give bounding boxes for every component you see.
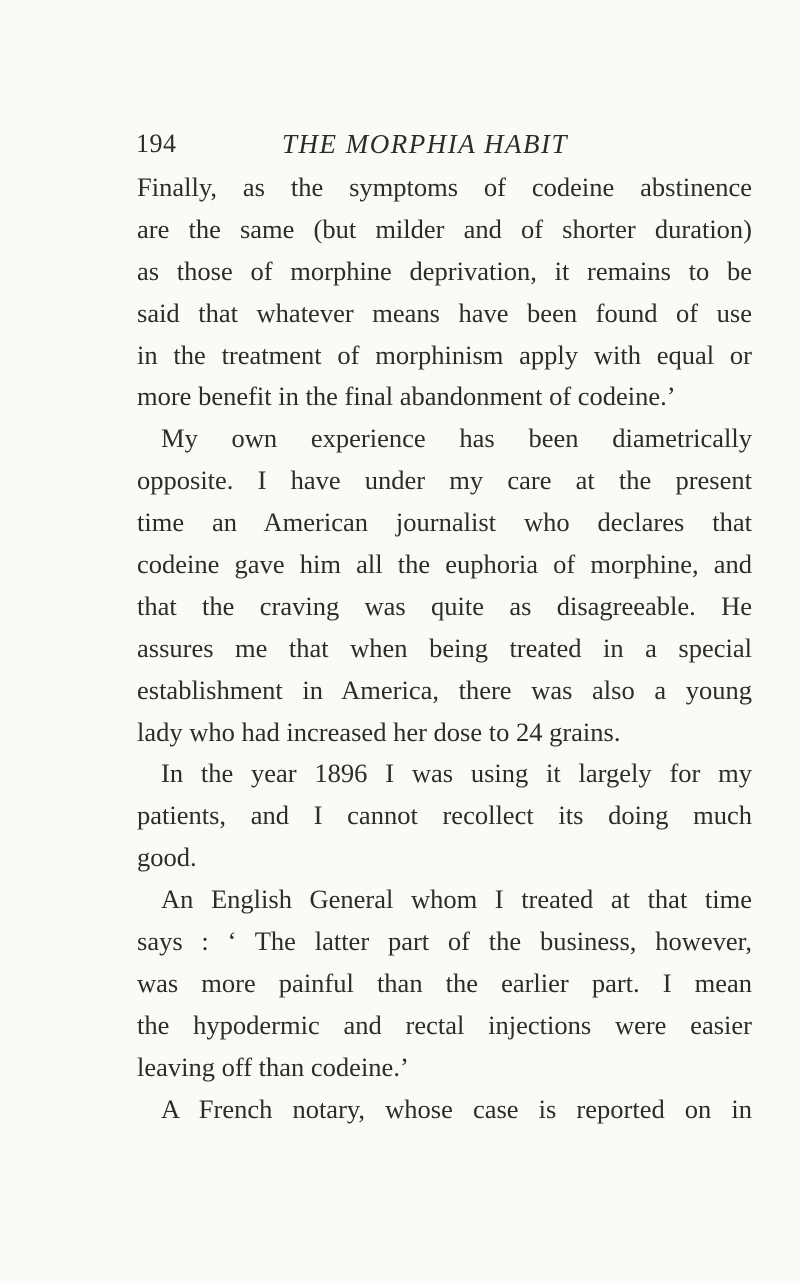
running-title: THE MORPHIA HABIT bbox=[282, 129, 568, 159]
text-line: more benefit in the final abandonment of codeine.’ bbox=[137, 381, 676, 412]
text-line: codeine gave him all the euphoria of morphine, and bbox=[137, 549, 752, 580]
text-line: in the treatment of morphinism apply with equal or bbox=[137, 339, 752, 370]
text-line: said that whatever means have been found of use bbox=[137, 297, 752, 328]
text-line: that the craving was quite as disagreeable. He bbox=[137, 590, 752, 621]
page-number: 194 bbox=[136, 129, 177, 158]
text-line: patients, and I cannot recollect its doing much bbox=[137, 800, 752, 831]
text-line: says : ‘ The latter part of the business, however, bbox=[137, 926, 752, 957]
text-line: establishment in America, there was also a young bbox=[137, 674, 752, 705]
text-line: was more painful than the earlier part. I mean bbox=[137, 967, 752, 998]
text-line: opposite. I have under my care at the present bbox=[137, 465, 752, 496]
text-line: are the same (but milder and of shorter duration) bbox=[137, 213, 752, 244]
text-line: time an American journalist who declares that bbox=[137, 507, 752, 538]
text-line: lady who had increased her dose to 24 grains. bbox=[137, 716, 621, 747]
text-line: My own experience has been diametrically bbox=[161, 423, 752, 454]
text-line: A French notary, whose case is reported on in bbox=[161, 1093, 752, 1124]
text-line: the hypodermic and rectal injections were easier bbox=[137, 1009, 752, 1040]
text-line: In the year 1896 I was using it largely for my bbox=[161, 758, 752, 789]
text-line: Finally, as the symptoms of codeine abstinence bbox=[137, 172, 752, 202]
text-line: An English General whom I treated at that time bbox=[161, 884, 752, 915]
body-text bbox=[137, 167, 752, 1130]
running-head bbox=[136, 129, 756, 169]
text-line: as those of morphine deprivation, it remains to be bbox=[137, 255, 752, 286]
text-line: good. bbox=[137, 842, 197, 873]
text-line: assures me that when being treated in a special bbox=[137, 632, 752, 663]
text-line: leaving off than codeine.’ bbox=[137, 1051, 409, 1082]
